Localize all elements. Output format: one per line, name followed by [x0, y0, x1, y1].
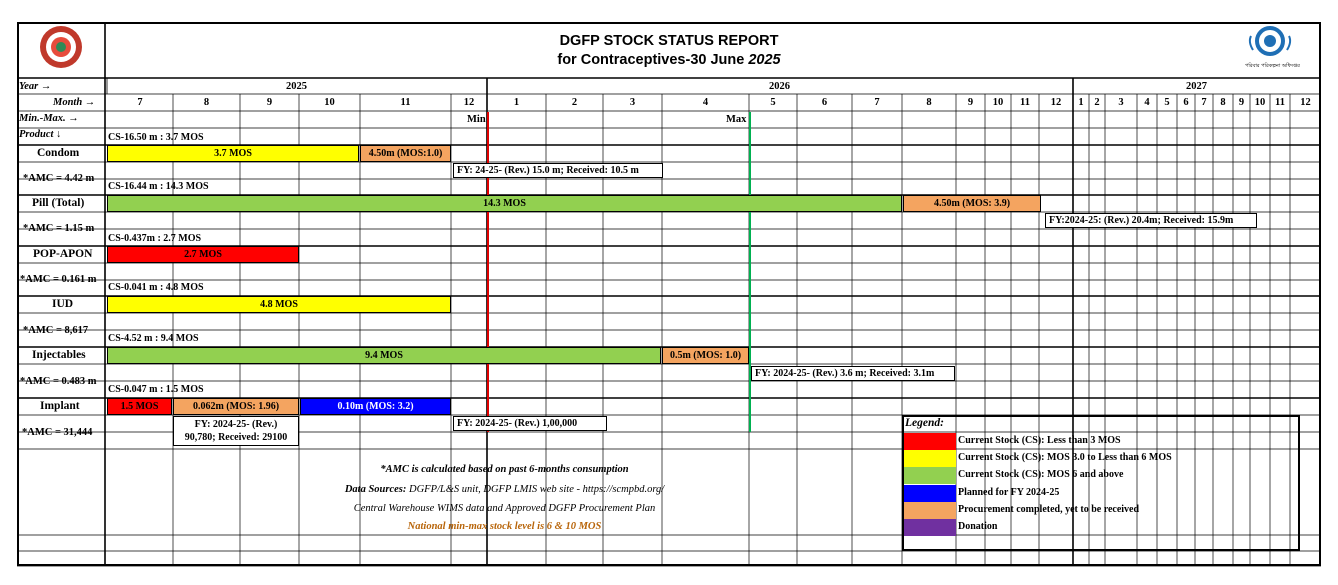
month-label: 1 — [513, 97, 520, 108]
legend-item: Current Stock (CS): Less than 3 MOS — [958, 435, 1121, 446]
legend-item: Procurement completed, yet to be received — [958, 504, 1140, 515]
product-name: IUD — [52, 298, 74, 310]
product-current-stock: CS-4.52 m : 9.4 MOS — [108, 333, 199, 344]
min-max-level-note: National min-max stock level is 6 & 10 MOS — [407, 521, 602, 532]
month-label: 8 — [1220, 97, 1226, 108]
month-label: 10 — [324, 97, 335, 108]
month-label: 2 — [1094, 97, 1100, 108]
data-sources-note-line2: Central Warehouse WIMS data and Approved DGFP Procurement Plan — [353, 503, 656, 514]
product-amc: *AMC = 31,444 — [22, 427, 93, 438]
product-name: POP-APON — [33, 248, 93, 260]
product-amc: *AMC = 0.483 m — [20, 376, 97, 387]
month-label: 10 — [992, 97, 1004, 108]
product-name: Condom — [37, 147, 80, 159]
month-label: 5 — [770, 97, 776, 108]
month-label: 8 — [203, 97, 210, 108]
iud-current-stock-bar: 4.8 MOS — [107, 296, 451, 313]
legend-item: Donation — [958, 521, 998, 532]
month-label: 12 — [1050, 97, 1062, 108]
legend-title: Legend: — [905, 417, 944, 429]
min-marker-label: Min — [467, 114, 486, 125]
pop-apon-current-stock-bar: 2.7 MOS — [107, 246, 299, 263]
year-label: 2026 — [769, 81, 790, 92]
month-label: 8 — [926, 97, 932, 108]
condom-procurement-bar: 4.50m (MOS:1.0) — [360, 145, 451, 162]
month-label: 5 — [1164, 97, 1170, 108]
legend-swatch-blue — [904, 485, 956, 502]
month-label: 4 — [702, 97, 709, 108]
pill-procurement-bar: 4.50m (MOS: 3.9) — [903, 195, 1041, 212]
year-row-label: Year → — [19, 81, 52, 92]
product-current-stock: CS-0.437m : 2.7 MOS — [108, 233, 202, 244]
month-label: 9 — [266, 97, 273, 108]
implant-fy-note-2: FY: 2024-25- (Rev.) 90,780; Received: 29100 — [173, 416, 299, 446]
month-label: 9 — [967, 97, 974, 108]
injectables-fy-note: FY: 2024-25- (Rev.) 3.6 m; Received: 3.1m — [751, 366, 955, 381]
product-name: Pill (Total) — [32, 197, 85, 209]
implant-current-stock-bar: 1.5 MOS — [107, 398, 172, 415]
legend-swatch-green — [904, 467, 956, 484]
product-current-stock: CS-16.50 m : 3.7 MOS — [108, 132, 204, 143]
dgfp-logo-caption: পরিবার পরিকল্পনা অধিদপ্তর — [1245, 63, 1300, 69]
month-label: 6 — [821, 97, 828, 108]
amc-footnote: *AMC is calculated based on past 6-months consumption — [380, 464, 629, 475]
data-sources-note: Data Sources: DGFP/L&S unit, DGFP LMIS web site - https://scmpbd.org/ — [344, 484, 665, 495]
month-label: 6 — [1183, 97, 1189, 108]
month-label: 4 — [1144, 97, 1150, 108]
min-stock-line — [487, 112, 489, 432]
pill-current-stock-bar: 14.3 MOS — [107, 195, 902, 212]
month-label: 3 — [1118, 97, 1124, 108]
product-row-label: Product ↓ — [19, 129, 62, 140]
month-label: 12 — [1300, 97, 1311, 108]
product-amc: *AMC = 1.15 m — [23, 223, 95, 234]
month-label: 10 — [1254, 97, 1266, 108]
month-label: 2 — [571, 97, 578, 108]
injectables-current-stock-bar: 9.4 MOS — [107, 347, 661, 364]
legend-swatch-orange — [904, 502, 956, 519]
month-label: 9 — [1238, 97, 1245, 108]
product-amc: *AMC = 4.42 m — [23, 173, 95, 184]
legend-swatch-red — [904, 433, 956, 450]
minmax-row-label: Min.-Max. → — [19, 113, 79, 124]
product-current-stock: CS-0.047 m : 1.5 MOS — [108, 384, 204, 395]
product-current-stock: CS-16.44 m : 14.3 MOS — [108, 181, 209, 192]
product-amc: *AMC = 8,617 — [23, 325, 89, 336]
month-label: 3 — [629, 97, 636, 108]
max-marker-label: Max — [726, 114, 747, 125]
implant-procurement-bar: 0.062m (MOS: 1.96) — [173, 398, 299, 415]
legend-item: Planned for FY 2024-25 — [958, 487, 1060, 498]
product-name: Injectables — [32, 349, 86, 361]
month-label: 7 — [1201, 97, 1207, 108]
year-label: 2025 — [286, 81, 307, 92]
year-label: 2027 — [1186, 81, 1207, 92]
month-row-label: Month → — [53, 97, 96, 108]
report-title: DGFP STOCK STATUS REPORT — [559, 33, 779, 49]
condom-fy-note: FY: 24-25- (Rev.) 15.0 m; Received: 10.5 m — [453, 163, 663, 178]
legend-swatch-yellow — [904, 450, 956, 467]
legend-item: Current Stock (CS): MOS 6 and above — [958, 469, 1124, 480]
month-label: 11 — [400, 97, 411, 108]
pill-fy-note: FY:2024-25: (Rev.) 20.4m; Received: 15.9m — [1045, 213, 1257, 228]
month-label: 12 — [463, 97, 475, 108]
product-name: Implant — [40, 400, 80, 412]
implant-fy-note: FY: 2024-25- (Rev.) 1,00,000 — [453, 416, 607, 431]
month-label: 11 — [1275, 97, 1285, 108]
injectables-procurement-bar: 0.5m (MOS: 1.0) — [662, 347, 749, 364]
product-current-stock: CS-0.041 m : 4.8 MOS — [108, 282, 204, 293]
condom-current-stock-bar: 3.7 MOS — [107, 145, 359, 162]
month-label: 7 — [874, 97, 880, 108]
month-label: 7 — [137, 97, 143, 108]
legend-swatch-purple — [904, 519, 956, 536]
legend-item: Current Stock (CS): MOS 3.0 to Less than 6 MOS — [958, 452, 1172, 463]
month-label: 11 — [1020, 97, 1030, 108]
max-stock-line — [749, 112, 751, 432]
implant-planned-bar: 0.10m (MOS: 3.2) — [300, 398, 451, 415]
product-amc: *AMC = 0.161 m — [20, 274, 97, 285]
month-label: 1 — [1078, 97, 1084, 108]
report-subtitle: for Contraceptives-30 June 2025 — [557, 52, 781, 68]
